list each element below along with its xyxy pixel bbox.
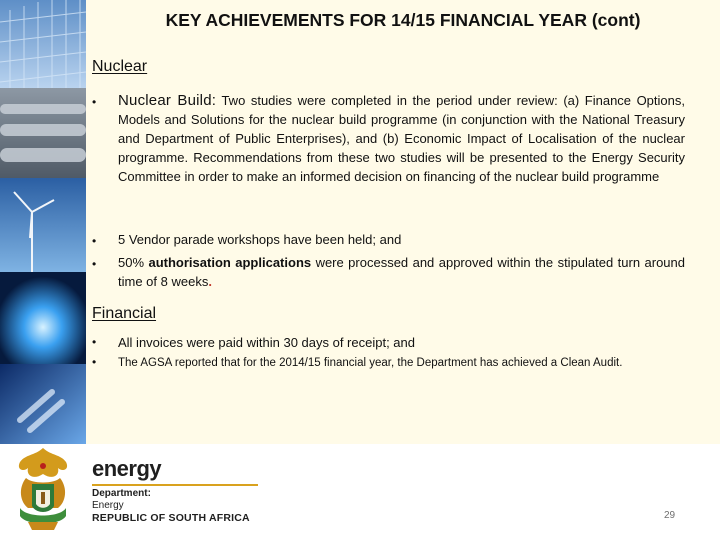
authorisation-strong: authorisation applications bbox=[148, 255, 312, 270]
logo-country: REPUBLIC OF SOUTH AFRICA bbox=[92, 512, 250, 524]
bullet-icon: • bbox=[92, 234, 97, 248]
authorisation-percent: 50% bbox=[118, 255, 145, 270]
nuclear-build-text: Two studies were completed in the period under review: (a) Finance Options, Models and Solutions for the nuclear build programme (in conjunction with the National Treasury and Department of Public Enterprises), and (b) Economic Impact of Localisation of the nuclear programme. Recommendations from these two studies will be presented to the Energy Security Committee in order to make an informed decision on financing of the nuclear build programme bbox=[118, 93, 685, 184]
light-tubes-photo bbox=[0, 364, 86, 444]
energy-photo-collage bbox=[0, 0, 86, 444]
bullet-icon: • bbox=[92, 257, 97, 271]
financial-heading: Financial bbox=[92, 305, 157, 322]
bullet-icon: • bbox=[92, 335, 97, 349]
slide-title: KEY ACHIEVEMENTS FOR 14/15 FINANCIAL YEAR (cont) bbox=[165, 10, 641, 30]
coat-of-arms-icon bbox=[6, 444, 80, 536]
logo-divider bbox=[92, 484, 258, 486]
nuclear-build-lead: Nuclear Build: bbox=[118, 92, 217, 109]
vendor-workshops-bullet: 5 Vendor parade workshops have been held; and bbox=[118, 232, 402, 247]
wind-turbine-photo bbox=[0, 178, 86, 272]
content-panel bbox=[86, 0, 720, 444]
logo-department-name: Energy bbox=[92, 500, 124, 511]
bullet-icon: • bbox=[92, 355, 97, 369]
bullet-icon: • bbox=[92, 95, 97, 109]
nuclear-build-bullet bbox=[118, 91, 685, 186]
energy-logo-wordmark: energy bbox=[92, 456, 162, 481]
authorisation-text: were processed and approved within the stipulated turn around time of 8 weeks bbox=[118, 255, 685, 289]
authorisation-bullet bbox=[118, 253, 685, 291]
logo-department-label: Department: bbox=[92, 488, 151, 499]
red-period: . bbox=[208, 274, 212, 289]
agsa-bullet: The AGSA reported that for the 2014/15 financial year, the Department has achieved a Clean Audit. bbox=[118, 357, 623, 369]
invoices-bullet: All invoices were paid within 30 days of receipt; and bbox=[118, 335, 415, 350]
gas-flame-photo bbox=[0, 272, 86, 364]
nuclear-heading: Nuclear bbox=[92, 58, 148, 75]
energy-photo-strip bbox=[0, 0, 86, 444]
page-number: 29 bbox=[664, 510, 676, 521]
